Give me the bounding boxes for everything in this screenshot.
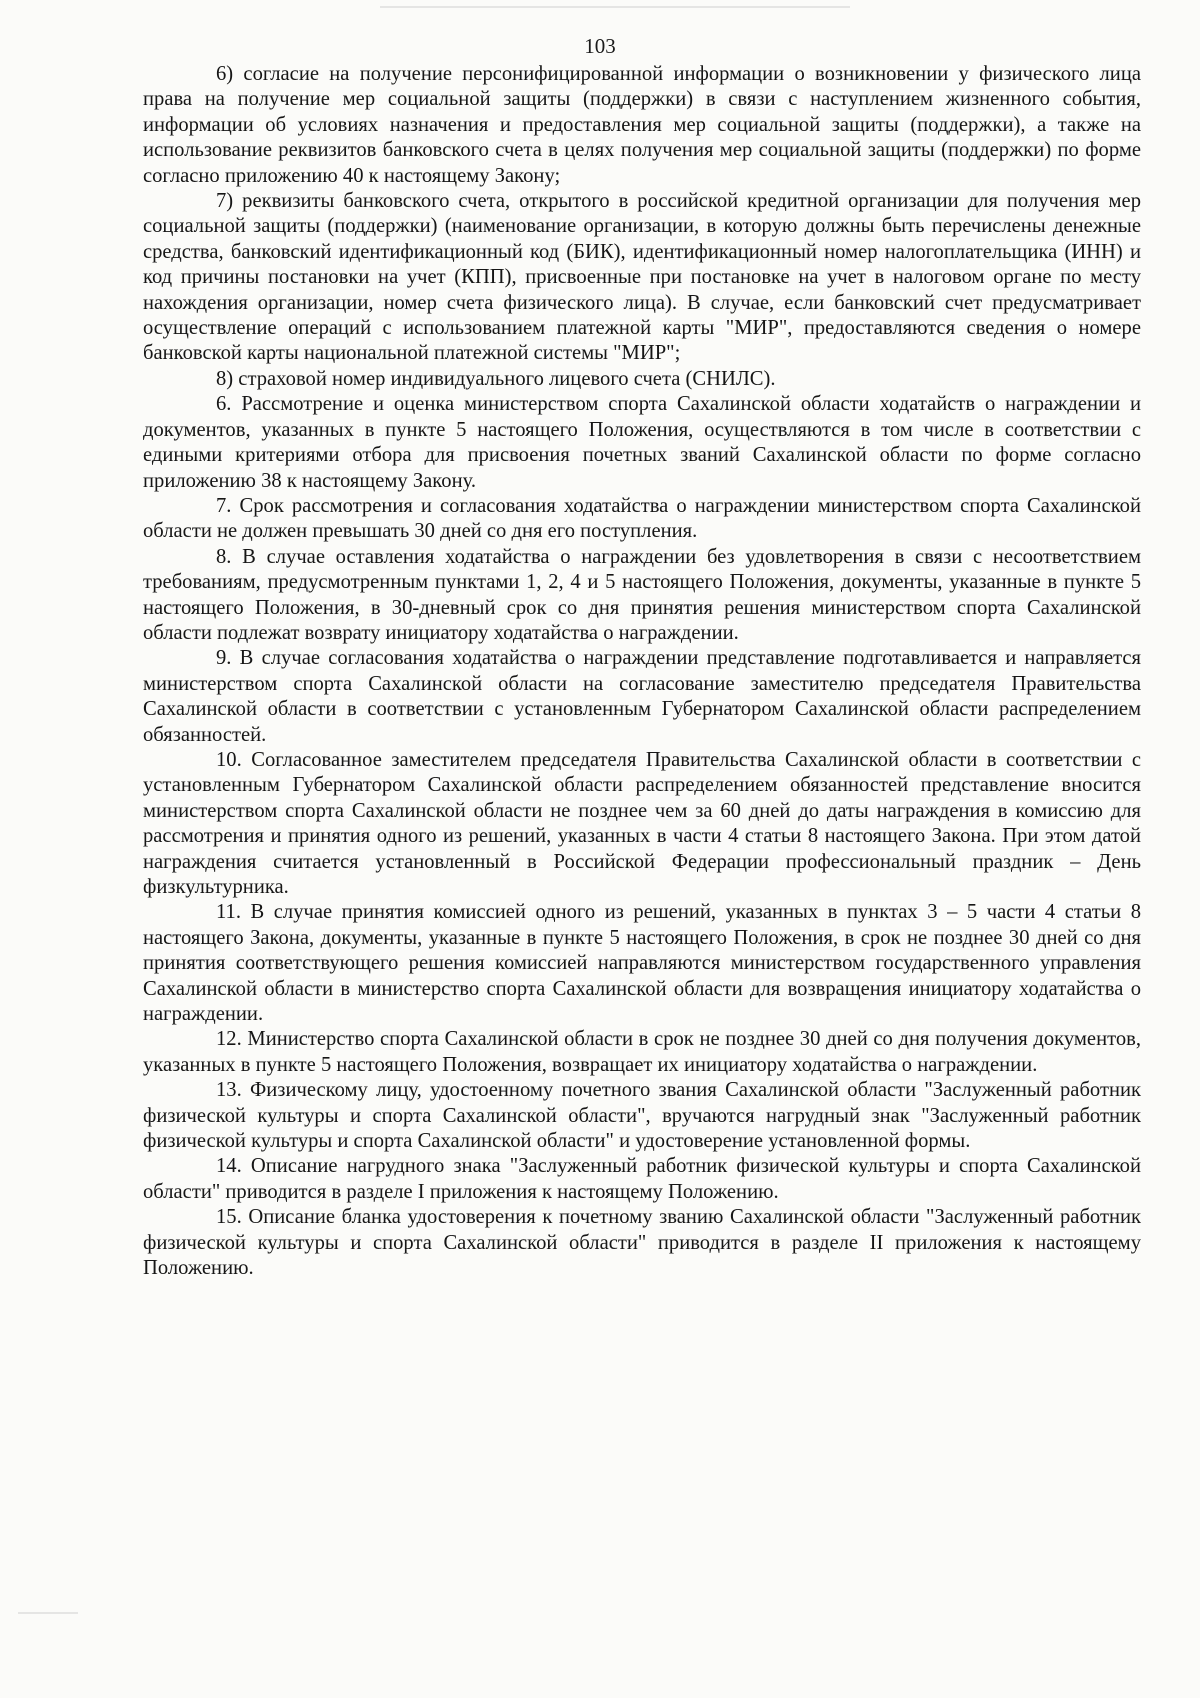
page-number: 103 xyxy=(584,34,616,58)
paragraph-clause-12: 12. Министерство спорта Сахалинской области в срок не позднее 30 дней со дня получения документов, указанных в пункте 5 настоящего Положения, возвращает их инициатору ходатайства о награждении. xyxy=(143,1028,1141,1076)
paragraph-item-7: 7) реквизиты банковского счета, открытого в российской кредитной организации для получения мер социальной защиты (поддержки) (наименование организации, в которую должны быть перечислены денежные средства, банковский идентификационный код (БИК), идентификационный номер налогоплательщика (ИНН) и код причины постановки на учет (КПП), присвоенные при постановке на учет в налоговом органе по месту нахождения организации, номер счета физического лица). В случае, если банковский счет предусматривает осуществление операций с использованием платежной карты "МИР", предоставляются сведения о номере банковской карты национальной платежной системы "МИР"; xyxy=(143,190,1141,365)
scan-artifact-left xyxy=(18,1612,78,1614)
paragraph-clause-15: 15. Описание бланка удостоверения к почетному званию Сахалинской области "Заслуженный работник физической культуры и спорта Сахалинской области" приводится в разделе II приложения к настоящему Положению. xyxy=(143,1206,1141,1280)
paragraph-clause-14: 14. Описание нагрудного знака "Заслуженный работник физической культуры и спорта Сахалинской области" приводится в разделе I приложения к настоящему Положению. xyxy=(143,1155,1141,1203)
paragraph-clause-10: 10. Согласованное заместителем председателя Правительства Сахалинской области в соответствии с установленным Губернатором Сахалинской области распределением обязанностей представление вносится министерством спорта Сахалинской области не позднее чем за 60 дней до даты награждения в комиссию для рассмотрения и принятия одного из решений, указанных в части 4 статьи 8 настоящего Закона. При этом датой награждения считается установленный в Российской Федерации профессиональный праздник – День физкультурника. xyxy=(143,748,1141,898)
paragraph-clause-8: 8. В случае оставления ходатайства о награждении без удовлетворения в связи с несоответствием требованиям, предусмотренным пунктами 1, 2, 4 и 5 настоящего Положения, документы, указанные в пункте 5 настоящего Положения, в 30-дневный срок со дня принятия решения министерством спорта Сахалинской области подлежат возврату инициатору ходатайства о награждении. xyxy=(143,545,1141,644)
paragraph-clause-9: 9. В случае согласования ходатайства о награждении представление подготавливается и направляется министерством спорта Сахалинской области на согласование заместителю председателя Правительства Сахалинской области в соответствии с установленным Губернатором Сахалинской области распределением обязанностей. xyxy=(143,647,1141,746)
paragraph-item-6: 6) согласие на получение персонифицированной информации о возникновении у физического лица права на получение мер социальной защиты (поддержки) в связи с наступлением жизненного события, информации об условиях назначения и предоставления мер социальной защиты (поддержки), а также на использование реквизитов банковского счета в целях получения мер социальной защиты (поддержки) по форме согласно приложению 40 к настоящему Закону; xyxy=(143,63,1141,187)
paragraph-clause-11: 11. В случае принятия комиссией одного из решений, указанных в пунктах 3 – 5 части 4 статьи 8 настоящего Закона, документы, указанные в пункте 5 настоящего Положения, в срок не позднее 30 дней со дня принятия соответствующего решения комиссией направляются министерством государственного управления Сахалинской области в министерство спорта Сахалинской области для возвращения инициатору ходатайства о награждении. xyxy=(143,901,1141,1026)
paragraph-clause-7: 7. Срок рассмотрения и согласования ходатайства о награждении министерством спорта Сахалинской области не должен превышать 30 дней со дня его поступления. xyxy=(143,494,1141,543)
document-body xyxy=(143,62,1141,1282)
paragraph-clause-13: 13. Физическому лицу, удостоенному почетного звания Сахалинской области "Заслуженный работник физической культуры и спорта Сахалинской области", вручаются нагрудный знак "Заслуженный работник физической культуры и спорта Сахалинской области" и удостоверение установленной формы. xyxy=(143,1079,1141,1153)
paragraph-item-8: 8) страховой номер индивидуального лицевого счета (СНИЛС). xyxy=(216,367,776,390)
scan-artifact-top xyxy=(380,6,850,8)
paragraph-clause-6: 6. Рассмотрение и оценка министерством спорта Сахалинской области ходатайств о награждении и документов, указанных в пункте 5 настоящего Положения, осуществляются в том числе в соответствии с едиными критериями отбора для присвоения почетных званий Сахалинской области по форме согласно приложению 38 к настоящему Закону. xyxy=(143,393,1141,492)
